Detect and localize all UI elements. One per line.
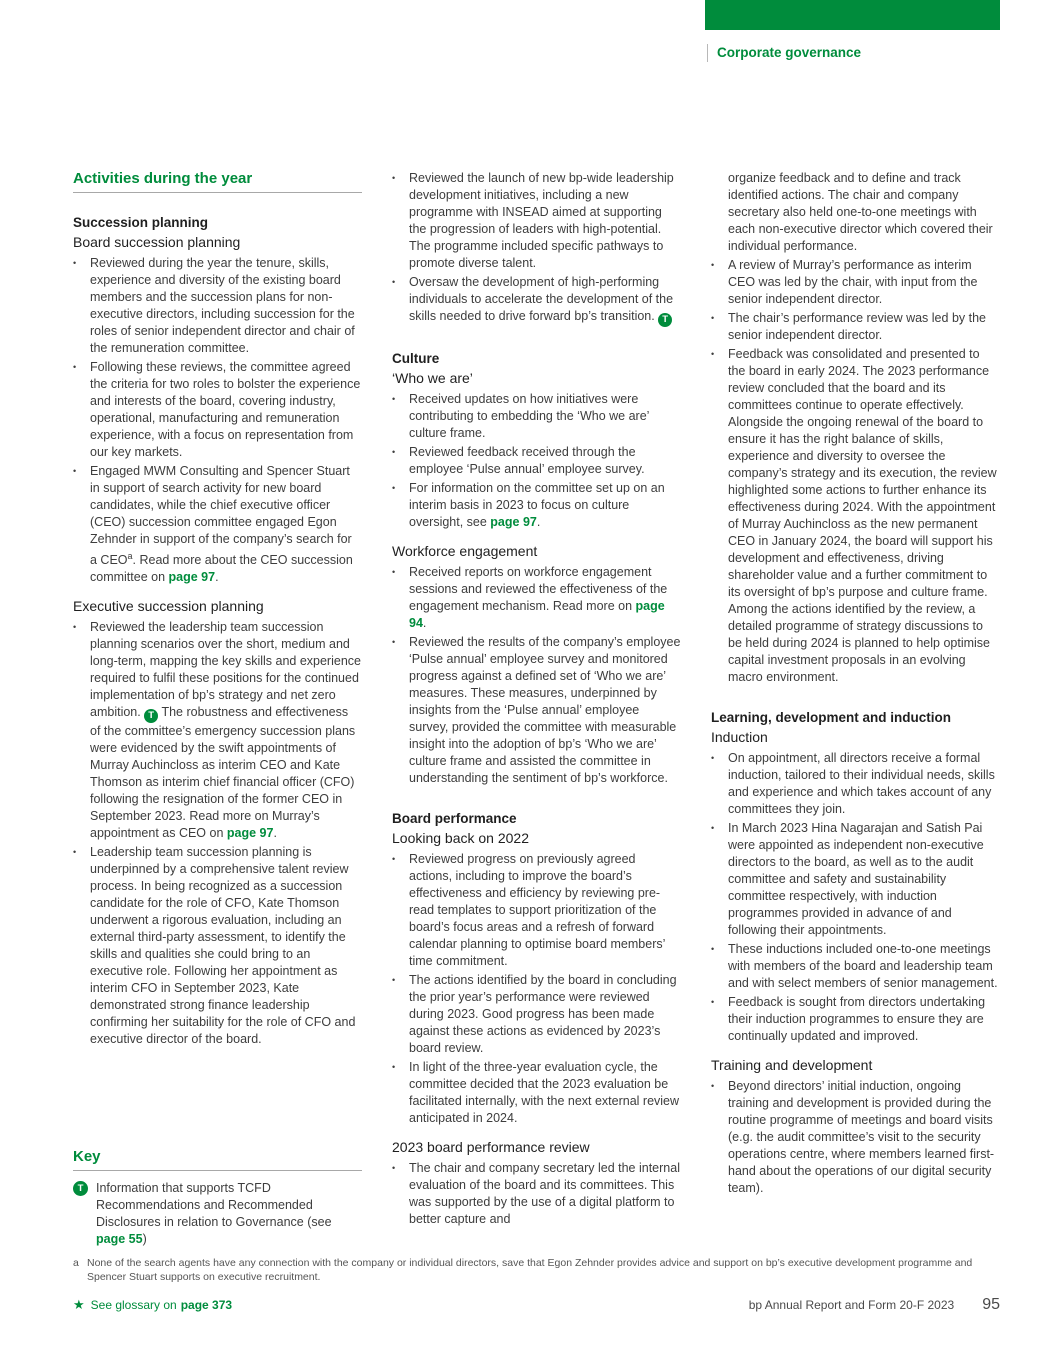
bullet-marker: • (392, 173, 396, 183)
tcfd-icon: T (73, 1181, 88, 1196)
bullet-text: Reviewed feedback received through the employee ‘Pulse annual’ employee survey. (409, 444, 645, 476)
bullet-item (73, 255, 362, 357)
glossary-text: See glossary on (90, 1298, 177, 1312)
bullet-item (73, 463, 362, 586)
bullet-item (711, 994, 1000, 1045)
key-heading: Key (73, 1148, 362, 1171)
tcfd-icon: T (144, 709, 158, 723)
bullet-list (73, 619, 362, 1050)
bullet-list (392, 851, 681, 1129)
sub-heading: ‘Who we are’ (392, 369, 473, 386)
bullet-marker: • (73, 846, 77, 857)
bullet-item (392, 444, 681, 478)
page-link[interactable]: page 97 (168, 570, 216, 585)
bullet-list (392, 564, 681, 789)
bullet-marker: • (392, 636, 396, 647)
bullet-item (392, 480, 681, 531)
footnote-marker: a (73, 1257, 79, 1269)
bullet-marker: • (711, 1081, 715, 1091)
footnote (73, 1256, 1000, 1284)
bullet-marker: • (392, 1061, 396, 1072)
bullet-text: These inductions included one-to-one meetings with members of the board and leadership team and with select members of senior management. (728, 942, 998, 990)
footnote-reference: a (127, 551, 133, 561)
bullet-list (392, 170, 681, 329)
bullet-text: Reviewed progress on previously agreed actions, including to improve the board’s effectiveness and efficiency by reviewing pre-read templates to support prioritization of the board’s focus areas and a refresh of forward calendar planning to optimise board members’ time commitment. (409, 851, 665, 968)
bullet-item (392, 170, 681, 272)
bullet-text: Reviewed during the year the tenure, skills, experience and diversity of the existing board members and the succession plans for non-executive directors, including succession for the roles of senior independent director and chair of the remuneration committee. (90, 256, 355, 355)
content-columns (73, 170, 1000, 1248)
bullet-item (392, 1160, 681, 1228)
glossary-page-link[interactable]: page 373 (180, 1298, 233, 1312)
bullet-marker: • (711, 997, 715, 1007)
bullet-item (392, 391, 681, 442)
bullet-text: Leadership team succession planning is underpinned by a comprehensive talent review process. In being recognized as a succession candidate for the role of CFO, Kate Thomson underwent a rigorous evaluation, including an external third-party assessment, to identify the skills and qualities she could bring to an executive role. Following her appointment as interim CFO in September 2023, Kate demonstrated strong finance leadership confirming her suitability for the role of CFO and executive director of the board. (90, 844, 356, 1046)
bullet-item (711, 1078, 1000, 1197)
tcfd-icon: T (658, 313, 672, 327)
bullet-text: A review of Murray’s performance as interim CEO was led by the chair, with input from the senior independent director. (728, 258, 978, 306)
bullet-item (392, 274, 681, 327)
bullet-list (392, 1160, 681, 1230)
sub-heading: Workforce engagement (392, 542, 538, 559)
bullet-item (73, 359, 362, 461)
bullet-marker: • (73, 258, 77, 268)
bullet-item (392, 564, 681, 632)
bullet-marker: • (711, 823, 715, 833)
bullet-text: Oversaw the development of high-performing individuals to accelerate the development of the skills needed to drive forward bp’s transition. T (409, 275, 674, 325)
bullet-text: The chair’s performance review was led by the senior independent director. (728, 311, 986, 342)
bullet-item (392, 972, 681, 1057)
footer-right (749, 1296, 1000, 1314)
bullet-text: Feedback was consolidated and presented to the board in early 2024. The 2023 performance review concluded that the board and its committees continue to operate effectively. Alongside the ongoing renewal of the board to ensure it has the right balance of skills, experience and diversity to oversee the company’s strategy and its execution, the review highlighted some actions to further enhance its effectiveness during 2024. With the appointment of Murray Auchincloss as the new permanent CEO in January 2024, the board will support his development and effectiveness, driving shareholder value and a further commitment to its oversight of bp’s purpose and culture frame. Among the actions identified by the review, a detailed programme of strategy discussions to be held during 2024 is planned to help optimise capital investment proposals in an evolving macro environment. (728, 347, 997, 684)
bullet-marker: • (711, 260, 715, 270)
bullet-text: In light of the three-year evaluation cycle, the committee decided that the 2023 evaluation be facilitated internally, with the next external review anticipated in 2024. (409, 1059, 680, 1125)
bullet-marker: • (392, 853, 396, 864)
bullet-text: For information on the committee set up on an interim basis in 2023 to focus on culture oversight, see page 97. (409, 480, 665, 529)
bullet-item (711, 941, 1000, 992)
bullet-item (711, 820, 1000, 939)
page-link[interactable]: page 94 (409, 598, 665, 630)
bullet-marker: • (392, 974, 396, 985)
glossary-note (73, 1297, 232, 1313)
bullet-list (711, 750, 1000, 1047)
bullet-item (711, 257, 1000, 308)
bullet-list (392, 391, 681, 533)
bullet-marker: • (392, 277, 396, 287)
bullet-text: Reviewed the results of the company’s employee ‘Pulse annual’ employee survey and monitored progress against a defined set of ‘Who we are’ measures. These measures, underpinned by insights from the ‘Pulse annual’ employee survey, provided the committee with measurable insight into the adoption of bp’s ‘Who we are’ culture frame and assisted the committee in understanding the sentiment of bp’s workforce. (409, 634, 681, 785)
bullet-marker: • (392, 446, 396, 457)
bullet-text: Received reports on workforce engagement sessions and reviewed the effectiveness of the engagement mechanism. Read more on page 94. (409, 564, 668, 630)
page-link[interactable]: page 97 (226, 825, 274, 840)
bullet-marker: • (73, 622, 77, 633)
bullet-item (392, 1059, 681, 1127)
sub-heading: Training and development (711, 1057, 873, 1073)
bullet-text: The actions identified by the board in concluding the prior year’s performance were reviewed during 2023. Good progress has been made against these actions as evidenced by 2023’s board review. (409, 972, 677, 1055)
page-link[interactable]: page 55 (96, 1232, 143, 1246)
bullet-list (73, 255, 362, 588)
topic-heading: Board performance (392, 810, 517, 826)
bullet-marker: • (711, 944, 715, 954)
continuation-paragraph: organize feedback and to define and track identified actions. The chair and company secretary also held one-to-one meetings with each non-executive director which covered their individual performance. (728, 171, 993, 253)
bullet-text: The chair and company secretary led the internal evaluation of the board and its committees. This was supported by the use of a digital platform to better capture and (409, 1160, 680, 1226)
page-footer (73, 1296, 1000, 1314)
bullet-item (711, 310, 1000, 344)
topic-heading: Culture (392, 350, 440, 366)
bullet-marker: • (392, 1162, 396, 1173)
bullet-text: Received updates on how initiatives were contributing to embedding the ‘Who we are’ culture frame. (409, 391, 649, 440)
key-section (73, 1148, 362, 1248)
key-item (73, 1180, 362, 1248)
glossary-star-icon: ★ (73, 1297, 85, 1312)
sub-heading: Executive succession planning (73, 598, 264, 615)
bullet-item (392, 634, 681, 787)
bullet-marker: • (73, 466, 77, 476)
key-item-text: Information that supports TCFD Recommendations and Recommended Disclosures in relation to Governance (see page 55) (96, 1181, 332, 1246)
bullet-marker: • (392, 482, 396, 493)
bullet-item (73, 844, 362, 1048)
sub-heading: Looking back on 2022 (392, 829, 529, 846)
bullet-marker: • (392, 566, 396, 577)
footnote-text: None of the search agents have any connection with the company or individual directors, save that Egon Zehnder provides advice and support on bp’s executive development programme and Spencer Stuart supports on executive recruitment. (87, 1257, 973, 1283)
bullet-list (711, 1078, 1000, 1199)
sub-heading: Board succession planning (73, 234, 241, 250)
bullet-marker: • (73, 362, 77, 372)
topic-heading: Succession planning (73, 215, 209, 230)
bullet-marker: • (711, 349, 715, 359)
column-3 (711, 170, 1000, 1248)
section-heading: Activities during the year (73, 170, 362, 193)
bullet-text: On appointment, all directors receive a formal induction, tailored to their individual needs, skills and experience and which takes account of any committees they join. (728, 751, 995, 816)
report-title: bp Annual Report and Form 20-F 2023 (748, 1298, 955, 1312)
sub-heading: 2023 board performance review (392, 1138, 590, 1155)
bullet-marker: • (711, 753, 715, 763)
bullet-text: Feedback is sought from directors undertaking their induction programmes to ensure they are continually updated and improved. (728, 995, 986, 1043)
bullet-list (711, 257, 1000, 688)
page-link[interactable]: page 97 (490, 514, 537, 529)
bullet-marker: • (711, 313, 715, 323)
bullet-text: Reviewed the leadership team succession planning scenarios over the short, medium and long-term, mapping the key skills and experience required to fulfil these positions for the continued implementation of bp’s strategy and net zero ambition. T The robustness and effectiveness of the committee’s emergency succession plans were evidenced by the swift appointments of Murray Auchincloss as interim CEO and Kate Thomson as interim chief financial officer (CFO) following the resignation of the former CEO in September 2023. Read more on Murray’s appointment as CEO on page 97. (90, 620, 361, 840)
bullet-text: Following these reviews, the committee agreed the criteria for two roles to bolster the experience and interests of the board, covering industry, operational, manufacturing and remuneration experience, with a focus on representation from our key markets. (90, 360, 361, 459)
page-number: 95 (982, 1296, 1000, 1313)
column-1 (73, 170, 362, 1248)
bullet-text: Reviewed the launch of new bp-wide leadership development initiatives, including a new programme with INSEAD aimed at supporting the progression of leaders with high-potential. The programme included specific pathways to promote diverse talent. (409, 171, 674, 270)
topic-heading: Learning, development and induction (711, 710, 952, 725)
sub-heading: Induction (711, 729, 768, 745)
bullet-item (392, 851, 681, 970)
section-label: Corporate governance (717, 45, 862, 60)
bullet-text: Engaged MWM Consulting and Spencer Stuart in support of search activity for new board candidates, while the chief executive officer (CEO) succession committee engaged Egon Zehnder in support of the company’s search for a CEO$^a$. Read more about the CEO succession committee on page 97. (90, 464, 353, 585)
bullet-text: In March 2023 Hina Nagarajan and Satish Pai were appointed as independent non-executive directors to the board, as well as to the audit committee and safety and sustainability committee respectively, with induction programmes provided in advance of and following their appointments. (728, 821, 984, 937)
bullet-marker: • (392, 393, 396, 404)
section-label-container (707, 44, 861, 62)
header-green-bar (705, 0, 1000, 30)
bullet-item (711, 750, 1000, 818)
bullet-item (73, 619, 362, 842)
bullet-item (711, 346, 1000, 686)
bullet-text: Beyond directors’ initial induction, ongoing training and development is provided during the routine programme of meetings and board visits (e.g. the audit committee’s visit to the security operations centre, where members learned first-hand about the operations of our digital security team). (728, 1079, 995, 1195)
column-2 (392, 170, 681, 1248)
